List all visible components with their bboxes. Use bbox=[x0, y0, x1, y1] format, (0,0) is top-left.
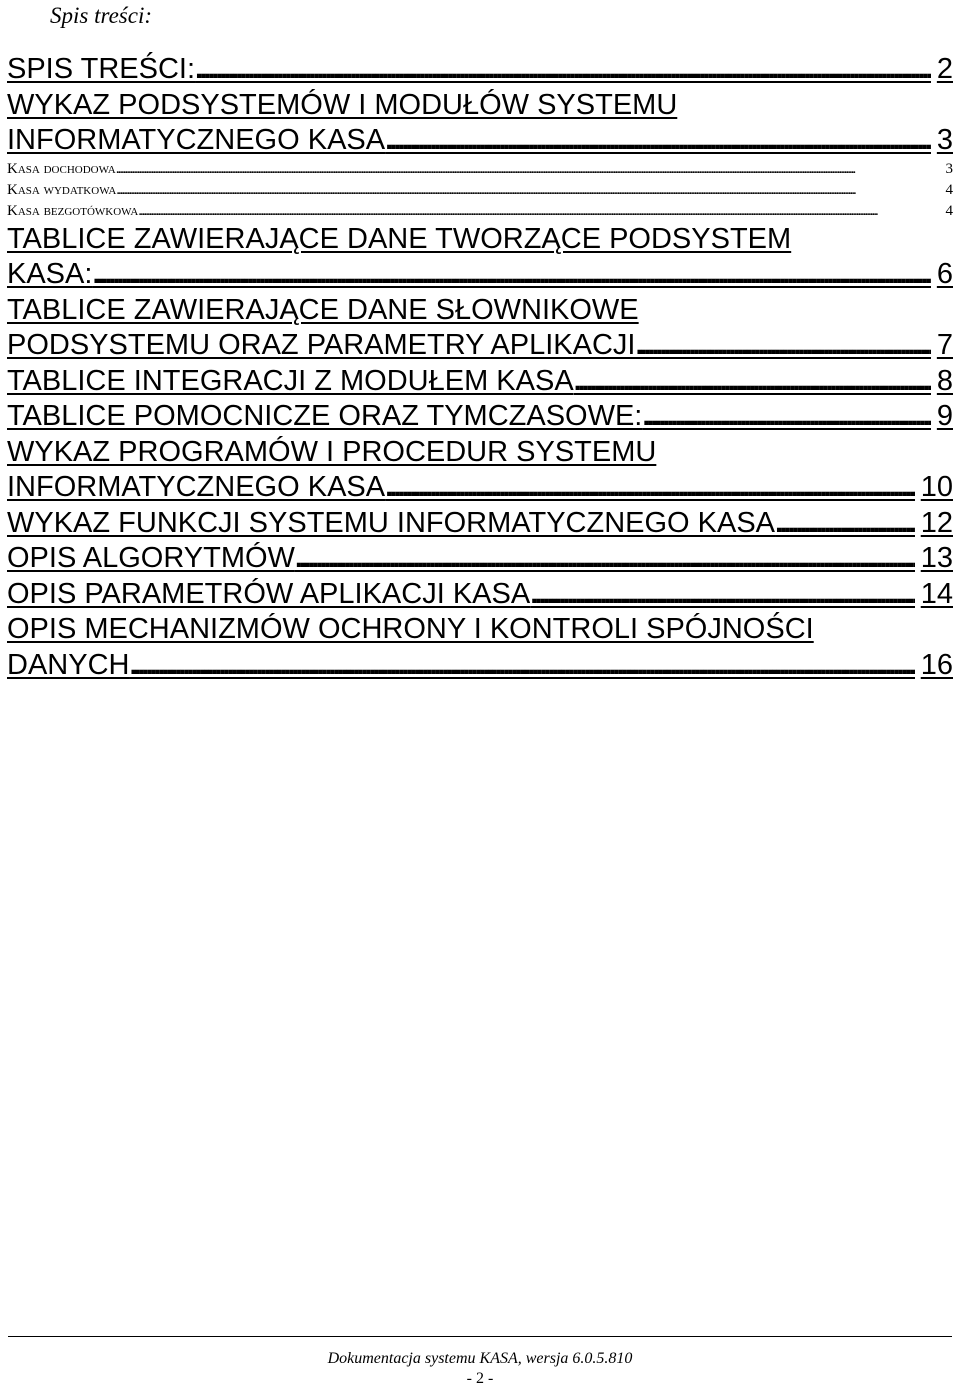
toc-leader bbox=[92, 257, 930, 293]
toc-entry-page: 4 bbox=[945, 202, 953, 219]
page-title: Spis treści: bbox=[50, 3, 152, 28]
toc-entry-page: 3 bbox=[936, 124, 953, 156]
toc-entry-page: 6 bbox=[936, 258, 953, 290]
toc-entry-title: OPIS ALGORYTMÓW bbox=[7, 542, 295, 574]
toc-entry-wykaz-programow-line1[interactable] bbox=[7, 435, 953, 471]
toc-leader bbox=[138, 201, 939, 222]
toc-entry-page: 13 bbox=[920, 542, 953, 574]
toc-entry-title: OPIS MECHANIZMÓW OCHRONY I KONTROLI SPÓJNOŚCI bbox=[7, 613, 814, 645]
toc-entry-page: 8 bbox=[936, 364, 953, 397]
toc-entry-title: INFORMATYCZNEGO KASA bbox=[7, 124, 386, 156]
toc-entry-title: DANYCH bbox=[7, 648, 130, 681]
toc-entry-opis-mechanizmow-line1[interactable] bbox=[7, 612, 953, 648]
toc-entry-page: 7 bbox=[936, 329, 953, 361]
toc-entry-wykaz-funkcji[interactable] bbox=[7, 506, 953, 542]
toc-entry-tablice-pomocnicze[interactable] bbox=[7, 399, 953, 435]
toc-leader bbox=[195, 52, 931, 88]
toc-leader bbox=[385, 470, 915, 506]
toc-entry-kasa-bezgotowkowa[interactable] bbox=[7, 201, 953, 222]
toc-leader bbox=[642, 399, 930, 435]
toc-entry-opis-mechanizmow[interactable] bbox=[7, 648, 953, 684]
toc-entry-title: Kasa bezgotówkowa bbox=[7, 202, 139, 219]
toc-entry-page: 9 bbox=[936, 400, 953, 432]
toc-entry-kasa-wydatkowa[interactable] bbox=[7, 180, 953, 201]
toc-entry-title: Kasa dochodowa bbox=[7, 160, 116, 177]
toc-entry-title: OPIS PARAMETRÓW APLIKACJI KASA bbox=[7, 577, 531, 610]
table-of-contents bbox=[7, 52, 953, 683]
toc-leader bbox=[116, 180, 939, 201]
toc-entry-page: 4 bbox=[945, 181, 953, 198]
footer-page-number: - 2 - bbox=[466, 1370, 494, 1387]
toc-entry-tablice-podsystem[interactable] bbox=[7, 257, 953, 293]
toc-entry-tablice-slownikowe[interactable] bbox=[7, 328, 953, 364]
toc-entry-wykaz-podsystemow[interactable] bbox=[7, 123, 953, 159]
toc-entry-page: 2 bbox=[936, 53, 953, 85]
toc-entry-page: 16 bbox=[920, 648, 953, 681]
toc-entry-tablice-slownikowe-line1[interactable] bbox=[7, 293, 953, 329]
toc-entry-kasa-dochodowa[interactable] bbox=[7, 159, 953, 180]
toc-leader bbox=[775, 506, 915, 542]
toc-entry-wykaz-podsystemow-line1[interactable] bbox=[7, 88, 953, 124]
toc-leader bbox=[116, 159, 940, 180]
toc-entry-title: INFORMATYCZNEGO KASA bbox=[7, 471, 386, 503]
toc-entry-title: KASA: bbox=[7, 258, 93, 290]
toc-leader bbox=[129, 648, 914, 684]
toc-entry-title: TABLICE INTEGRACJI Z MODUŁEM KASA bbox=[7, 364, 574, 397]
toc-entry-title: Kasa wydatkowa bbox=[7, 181, 117, 198]
footer-divider bbox=[8, 1336, 952, 1337]
toc-entry-page: 3 bbox=[945, 160, 953, 177]
toc-entry-title: WYKAZ FUNKCJI SYSTEMU INFORMATYCZNEGO KASA bbox=[7, 506, 776, 539]
toc-leader bbox=[530, 577, 915, 613]
toc-entry-tablice-integracji[interactable] bbox=[7, 364, 953, 400]
toc-entry-title: WYKAZ PROGRAMÓW I PROCEDUR SYSTEMU bbox=[7, 435, 657, 468]
toc-entry-title: WYKAZ PODSYSTEMÓW I MODUŁÓW SYSTEMU bbox=[7, 88, 678, 121]
toc-entry-opis-algorytmow[interactable] bbox=[7, 541, 953, 577]
toc-entry-spis-tresci[interactable] bbox=[7, 52, 953, 88]
toc-entry-tablice-podsystem-line1[interactable] bbox=[7, 222, 953, 258]
toc-entry-page: 12 bbox=[920, 506, 953, 539]
toc-leader bbox=[574, 364, 931, 400]
toc-entry-opis-parametrow[interactable] bbox=[7, 577, 953, 613]
footer-document-title: Dokumentacja systemu KASA, wersja 6.0.5.810 bbox=[327, 1350, 633, 1367]
toc-entry-wykaz-programow[interactable] bbox=[7, 470, 953, 506]
toc-leader bbox=[385, 123, 931, 159]
toc-entry-title: TABLICE POMOCNICZE ORAZ TYMCZASOWE: bbox=[7, 400, 643, 432]
toc-leader bbox=[295, 541, 915, 577]
toc-entry-title: PODSYSTEMU ORAZ PARAMETRY APLIKACJI bbox=[7, 329, 636, 361]
toc-entry-page: 10 bbox=[920, 471, 953, 503]
toc-entry-title: TABLICE ZAWIERAJĄCE DANE TWORZĄCE PODSYSTEM bbox=[7, 222, 792, 255]
toc-entry-page: 14 bbox=[920, 577, 953, 610]
toc-entry-title: SPIS TREŚCI: bbox=[7, 53, 196, 85]
toc-leader bbox=[635, 328, 930, 364]
toc-entry-title: TABLICE ZAWIERAJĄCE DANE SŁOWNIKOWE bbox=[7, 293, 639, 326]
